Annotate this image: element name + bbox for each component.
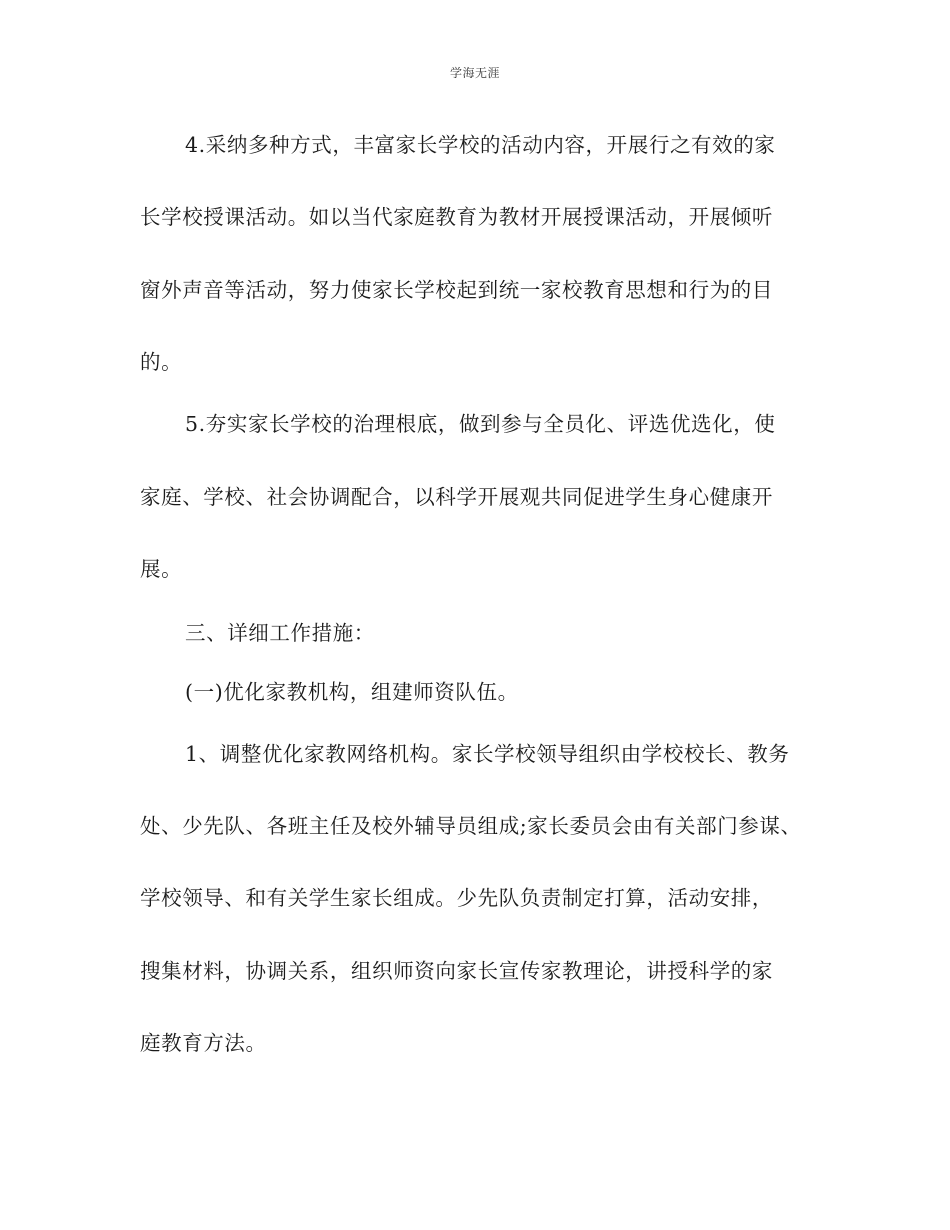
paragraph-4-line-1: 4.采纳多种方式，丰富家长学校的活动内容，开展行之有效的家 bbox=[185, 133, 776, 157]
paragraph-4-line-2: 长学校授课活动。如以当代家庭教育为教材开展授课活动，开展倾听 bbox=[140, 205, 773, 229]
paragraph-4-line-3: 窗外声音等活动，努力使家长学校起到统一家校教育思想和行为的目 bbox=[140, 278, 773, 302]
paragraph-5-line-3: 展。 bbox=[140, 557, 183, 581]
section-heading: 三、详细工作措施： bbox=[185, 621, 375, 645]
item-1-line-2: 处、少先队、各班主任及校外辅导员组成;家长委员会由有关部门参谋、 bbox=[140, 814, 802, 838]
subsection-heading: (一)优化家教机构，组建师资队伍。 bbox=[185, 680, 519, 704]
item-1-line-5: 庭教育方法。 bbox=[140, 1031, 267, 1055]
paragraph-5-line-1: 5.夯实家长学校的治理根底，做到参与全员化、评选优选化，使 bbox=[185, 412, 776, 436]
item-1-line-1: 1、调整优化家教网络机构。家长学校领导组织由学校校长、教务 bbox=[185, 742, 790, 766]
item-1-line-3: 学校领导、和有关学生家长组成。少先队负责制定打算，活动安排， bbox=[140, 886, 773, 910]
paragraph-4-line-4: 的。 bbox=[140, 350, 183, 374]
paragraph-5-line-2: 家庭、学校、社会协调配合，以科学开展观共同促进学生身心健康开 bbox=[140, 485, 773, 509]
page-header: 学海无涯 bbox=[449, 66, 500, 80]
item-1-line-4: 搜集材料，协调关系，组织师资向家长宣传家教理论，讲授科学的家 bbox=[140, 959, 773, 983]
